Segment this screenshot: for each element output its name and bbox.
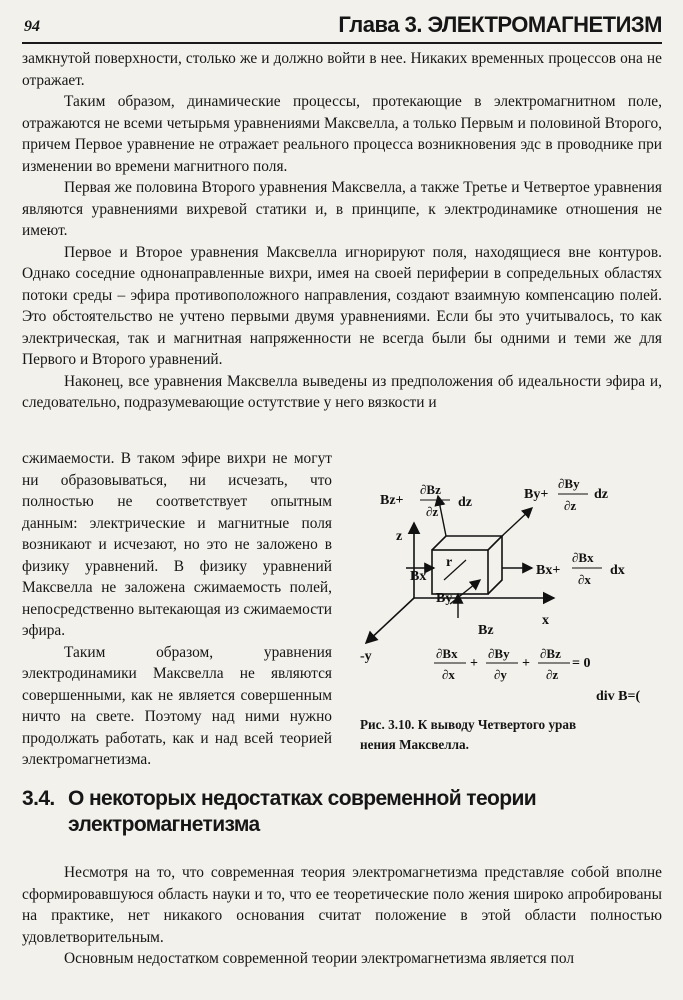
- eq-term2-den: ∂y: [494, 667, 507, 682]
- by-top-arrow: [502, 508, 532, 536]
- label-neg-y: -y: [360, 649, 372, 664]
- section-title-line-1: О некоторых недостатках современной теории: [68, 787, 537, 810]
- label-dz-1: ∂z: [426, 504, 439, 519]
- body-text-wrapped: [22, 448, 332, 771]
- label-dz-suffix-1: dz: [458, 495, 472, 510]
- paragraph-4: Наконец, все уравнения Максвелла выведены из предположения об идеальности эфира и, следовательно, подразумевающие остутствие у него вязкости и: [22, 372, 662, 411]
- label-x: x: [542, 613, 549, 628]
- figure-cube-diagram: [354, 468, 654, 708]
- eq-plus-2: +: [522, 656, 530, 671]
- paragraph-4-continued: сжимаемости. В таком эфире вихри не могут ни образовываться, ни исчезать, что полностью не соответствует опытным данным: электрические и магнитные поля возникают и исчезают, но это не заложено в физику уравнений. В физику уравнений Максвелла не заложена сжимаемость полей, непосредственно вытекающая из сжимаемости эфира.: [22, 450, 332, 639]
- bz-top-arrow: [438, 496, 446, 536]
- page-header: [22, 8, 662, 44]
- label-bz-top: Bz+: [380, 493, 404, 508]
- label-dz-suffix-2: dz: [594, 487, 608, 502]
- caption-line-1: Рис. 3.10. К выводу Четвертого урав: [360, 717, 577, 732]
- eq-term3-den: ∂z: [546, 667, 559, 682]
- label-bx-right: Bx+: [536, 563, 561, 578]
- eq-plus-1: +: [470, 656, 478, 671]
- label-r: r: [446, 555, 453, 570]
- chapter-title: Глава 3. ЭЛЕКТРОМАГНЕТИЗМ: [338, 12, 662, 37]
- y-axis: [366, 598, 414, 643]
- label-bz: Bz: [478, 623, 494, 638]
- label-bx: Bx: [410, 569, 427, 584]
- caption-line-2: нения Максвелла.: [360, 737, 469, 752]
- page-number: 94: [24, 18, 40, 35]
- eq-term3-num: ∂Bz: [540, 646, 561, 661]
- label-dz-2: ∂z: [564, 498, 577, 513]
- label-dx-1: ∂x: [578, 572, 591, 587]
- figure-caption: [360, 715, 660, 755]
- paragraph-1: Таким образом, динамические процессы, протекающие в электромагнитном поле, отражаются не всеми четырьмя уравнениями Максвелла, а только Первым и половиной Второго, причем Первое уравнение не отражает реального процесса возникновения эдс в проводнике при изменении во времени магнитного поля.: [22, 93, 662, 175]
- paragraph-5: Таким образом, уравнения электродинамики Максвелла не являются совершенными, как не является совершенным ничто на свете. Поэтому над ними нужно продолжать работать, как и над всей теорией электромагнетизма.: [22, 643, 332, 768]
- label-by-top: By+: [524, 487, 549, 502]
- section-number: 3.4.: [22, 787, 55, 810]
- eq-div: div B=(: [596, 689, 641, 704]
- label-dbx-num: ∂Bx: [572, 550, 594, 565]
- cube: [432, 536, 502, 594]
- body-text-top: [22, 48, 662, 414]
- paragraph-2: Первая же половина Второго уравнения Максвелла, а также Третье и Четвертое уравнения являются уравнениями вихревой статики и, в принципе, к электродинамике отношения не имеют.: [22, 179, 662, 239]
- section-heading: [22, 786, 662, 838]
- paragraph-0: замкнутой поверхности, столько же и должно войти в нее. Никаких временных процессов она не отражает.: [22, 50, 662, 89]
- body-text-bottom: [22, 862, 662, 970]
- eq-term1-den: ∂x: [442, 667, 455, 682]
- eq-term2-num: ∂By: [488, 646, 510, 661]
- eq-term1-num: ∂Bx: [436, 646, 458, 661]
- section-title-line-2: электромагнетизма: [68, 813, 260, 836]
- paragraph-6: Несмотря на то, что современная теория электромагнетизма представляе собой вполне сформировавшуюся область науки и то, что ее теоретические поло жения широко апробированы на практике, нет никакого основания считат положение в этой области полностью удовлетворительным.: [22, 864, 662, 946]
- label-dx-suffix: dx: [610, 563, 625, 578]
- paragraph-7: Основным недостатком современной теории электромагнетизма является пол: [64, 950, 575, 967]
- label-dby-num: ∂By: [558, 476, 580, 491]
- label-by: By: [436, 591, 453, 606]
- label-z: z: [396, 529, 403, 544]
- label-dbz-num: ∂Bz: [420, 482, 441, 497]
- paragraph-3: Первое и Второе уравнения Максвелла игнорируют поля, находящиеся вне контуров. Однако соседние однонаправленные вихри, имея на своей периферии в сопредельных областях потоки среды – эфира противоположного направления, создают взаимную компенсацию полей. Это обстоятельство не учтено первыми двумя уравнениями. Если бы это учитывалось, то как электрическая, так и магнитная напряженности не всегда были бы одними и теми же для Первого и Второго уравнений.: [22, 243, 662, 368]
- eq-equals: = 0: [572, 656, 591, 671]
